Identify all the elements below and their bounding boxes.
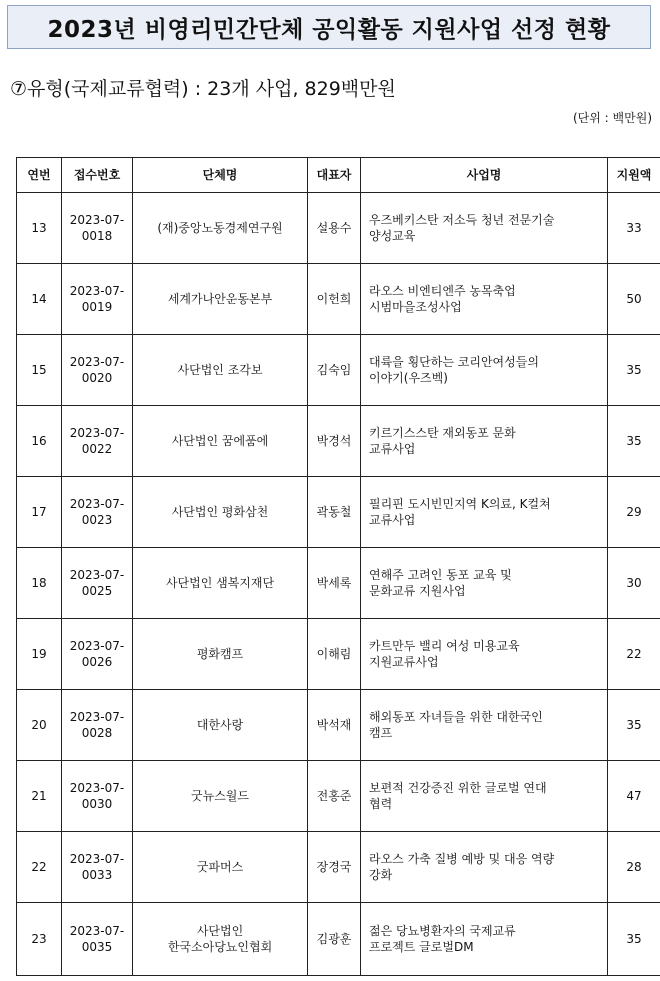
cell-organization: [133, 832, 308, 903]
header-organization: 단체명: [133, 158, 308, 193]
cell-text-org-1: 사단법인: [196, 924, 244, 938]
cell-representative: [308, 477, 361, 548]
cell-no: [17, 761, 62, 832]
header-amount: 지원액: [608, 158, 660, 193]
table-row: [17, 619, 660, 690]
cell-amount: [608, 406, 660, 477]
cell-text-receipt-1: 2023-07-: [69, 426, 125, 440]
cell-text-receipt-1: 2023-07-: [69, 497, 125, 511]
cell-text-amount: 22: [626, 647, 642, 661]
cell-organization: [133, 548, 308, 619]
cell-text-receipt-2: 0018: [81, 229, 113, 243]
cell-text-project-1: 카트만두 밸리 여성 미용교육: [369, 639, 520, 653]
cell-text-org-1: 사단법인 조각보: [177, 363, 263, 377]
cell-text-rep: 박세록: [316, 576, 352, 590]
cell-text-amount: 35: [626, 363, 642, 377]
cell-no: [17, 406, 62, 477]
cell-text-receipt-2: 0023: [81, 513, 113, 527]
cell-text-project-2: 문화교류 지원사업: [369, 584, 466, 598]
cell-amount: [608, 690, 660, 761]
cell-text-org-1: 굿뉴스월드: [191, 789, 249, 803]
cell-receipt: [62, 761, 133, 832]
cell-text-no: 16: [31, 434, 47, 448]
cell-text-org-1: 사단법인 평화삼천: [171, 505, 269, 519]
cell-representative: [308, 335, 361, 406]
cell-organization: [133, 761, 308, 832]
table-row: [17, 406, 660, 477]
cell-receipt: [62, 264, 133, 335]
cell-text-receipt-2: 0028: [81, 726, 113, 740]
cell-text-project-2: 강화: [369, 868, 393, 882]
cell-representative: [308, 690, 361, 761]
selection-table: [16, 157, 660, 976]
cell-no: [17, 193, 62, 264]
cell-text-project-1: 필리핀 도시빈민지역 K의료, K컬쳐: [369, 497, 551, 511]
cell-text-project-2: 시범마을조성사업: [369, 300, 462, 314]
cell-text-no: 20: [31, 718, 47, 732]
cell-text-project-1: 키르기스스탄 재외동포 문화: [369, 426, 516, 440]
cell-project: [361, 193, 608, 264]
cell-no: [17, 477, 62, 548]
cell-representative: [308, 761, 361, 832]
page-title: 2023년 비영리민간단체 공익활동 지원사업 선정 현황: [47, 16, 611, 43]
cell-representative: [308, 406, 361, 477]
cell-text-rep: 이헌희: [316, 292, 352, 306]
cell-text-receipt-2: 0030: [81, 797, 113, 811]
cell-receipt: [62, 903, 133, 976]
cell-amount: [608, 477, 660, 548]
cell-project: [361, 690, 608, 761]
cell-text-org-2: 한국소아당뇨인협회: [167, 940, 273, 954]
cell-representative: [308, 832, 361, 903]
cell-text-no: 18: [31, 576, 47, 590]
cell-organization: [133, 406, 308, 477]
cell-text-no: 15: [31, 363, 47, 377]
table-row: [17, 193, 660, 264]
cell-text-project-1: 라오스 가축 질병 예방 및 대응 역량: [369, 852, 555, 866]
cell-text-rep: 장경국: [316, 860, 352, 874]
cell-receipt: [62, 406, 133, 477]
cell-text-rep: 곽동철: [316, 505, 352, 519]
cell-text-project-1: 라오스 비엔티엔주 농목축업: [369, 284, 516, 298]
table-header-row: [17, 158, 660, 193]
cell-text-no: 22: [31, 860, 47, 874]
cell-text-amount: 50: [626, 292, 642, 306]
cell-text-rep: 이해림: [316, 647, 352, 661]
cell-text-no: 13: [31, 221, 47, 235]
cell-text-receipt-1: 2023-07-: [69, 639, 125, 653]
cell-text-receipt-1: 2023-07-: [69, 284, 125, 298]
cell-text-project-1: 우즈베키스탄 저소득 청년 전문기술: [369, 213, 555, 227]
cell-text-project-2: 지원교류사업: [369, 655, 439, 669]
cell-receipt: [62, 690, 133, 761]
cell-amount: [608, 761, 660, 832]
cell-text-rep: 박경석: [316, 434, 352, 448]
cell-text-receipt-1: 2023-07-: [69, 710, 125, 724]
unit-note: (단위 : 백만원): [573, 111, 652, 125]
cell-text-rep: 박석재: [316, 718, 352, 732]
cell-text-no: 23: [31, 932, 47, 946]
cell-no: [17, 335, 62, 406]
cell-text-project-1: 해외동포 자녀들을 위한 대한국인: [369, 710, 543, 724]
table-row: [17, 690, 660, 761]
cell-amount: [608, 193, 660, 264]
cell-text-receipt-1: 2023-07-: [69, 924, 125, 938]
cell-text-project-2: 양성교육: [369, 229, 416, 243]
cell-text-receipt-2: 0020: [81, 371, 113, 385]
cell-text-project-2: 캠프: [369, 726, 393, 740]
cell-amount: [608, 832, 660, 903]
cell-text-org-1: 평화캠프: [196, 647, 244, 661]
cell-receipt: [62, 335, 133, 406]
cell-no: [17, 690, 62, 761]
cell-representative: [308, 548, 361, 619]
cell-organization: [133, 335, 308, 406]
header-project: 사업명: [361, 158, 608, 193]
cell-text-org-1: (재)중앙노동경제연구원: [157, 221, 283, 235]
cell-amount: [608, 264, 660, 335]
cell-text-project-2: 교류사업: [369, 513, 416, 527]
header-no: 연번: [17, 158, 62, 193]
cell-receipt: [62, 619, 133, 690]
table-row: [17, 903, 660, 976]
cell-text-receipt-2: 0025: [81, 584, 113, 598]
cell-text-amount: 29: [626, 505, 642, 519]
cell-text-project-1: 연해주 고려인 동포 교육 및: [369, 568, 512, 582]
cell-text-amount: 35: [626, 718, 642, 732]
header-representative: 대표자: [308, 158, 361, 193]
cell-text-no: 17: [31, 505, 47, 519]
cell-text-org-1: 사단법인 샘복지재단: [165, 576, 275, 590]
cell-no: [17, 264, 62, 335]
cell-text-amount: 35: [626, 434, 642, 448]
cell-text-rep: 김광훈: [316, 932, 352, 946]
cell-text-amount: 30: [626, 576, 642, 590]
cell-representative: [308, 193, 361, 264]
cell-text-org-1: 굿파머스: [196, 860, 244, 874]
cell-project: [361, 477, 608, 548]
cell-no: [17, 903, 62, 976]
cell-project: [361, 406, 608, 477]
cell-organization: [133, 264, 308, 335]
table-row: [17, 477, 660, 548]
cell-text-project-1: 젊은 당뇨병환자의 국제교류: [369, 924, 516, 938]
cell-no: [17, 832, 62, 903]
cell-text-rep: 설용수: [316, 221, 352, 235]
cell-amount: [608, 619, 660, 690]
cell-organization: [133, 619, 308, 690]
cell-text-project-1: 대륙을 횡단하는 코리안여성들의: [369, 355, 539, 369]
cell-text-project-2: 협력: [369, 797, 393, 811]
cell-text-rep: 김숙임: [316, 363, 352, 377]
cell-amount: [608, 548, 660, 619]
cell-organization: [133, 193, 308, 264]
cell-project: [361, 548, 608, 619]
table-row: [17, 548, 660, 619]
cell-text-receipt-1: 2023-07-: [69, 852, 125, 866]
table-row: [17, 264, 660, 335]
cell-text-amount: 35: [626, 932, 642, 946]
cell-receipt: [62, 832, 133, 903]
cell-no: [17, 619, 62, 690]
cell-text-amount: 28: [626, 860, 642, 874]
cell-receipt: [62, 477, 133, 548]
cell-representative: [308, 264, 361, 335]
cell-amount: [608, 335, 660, 406]
cell-text-receipt-2: 0035: [81, 940, 113, 954]
cell-text-no: 21: [31, 789, 47, 803]
cell-project: [361, 761, 608, 832]
cell-project: [361, 335, 608, 406]
cell-text-receipt-2: 0019: [81, 300, 113, 314]
cell-organization: [133, 903, 308, 976]
cell-organization: [133, 690, 308, 761]
table-row: [17, 832, 660, 903]
cell-text-receipt-2: 0022: [81, 442, 113, 456]
cell-text-amount: 33: [626, 221, 642, 235]
cell-text-org-1: 세계가나안운동본부: [167, 292, 273, 306]
cell-project: [361, 619, 608, 690]
header-receipt: 접수번호: [62, 158, 133, 193]
cell-text-receipt-1: 2023-07-: [69, 355, 125, 369]
cell-project: [361, 903, 608, 976]
cell-text-receipt-2: 0026: [81, 655, 113, 669]
table-row: [17, 335, 660, 406]
cell-text-receipt-1: 2023-07-: [69, 781, 125, 795]
cell-representative: [308, 903, 361, 976]
page-title-box: [7, 5, 651, 49]
cell-text-receipt-1: 2023-07-: [69, 213, 125, 227]
cell-organization: [133, 477, 308, 548]
cell-no: [17, 548, 62, 619]
cell-text-receipt-2: 0033: [81, 868, 113, 882]
cell-text-project-2: 교류사업: [369, 442, 416, 456]
cell-text-amount: 47: [626, 789, 642, 803]
cell-text-no: 19: [31, 647, 47, 661]
cell-text-rep: 전홍준: [316, 789, 352, 803]
cell-text-no: 14: [31, 292, 47, 306]
cell-receipt: [62, 193, 133, 264]
cell-representative: [308, 619, 361, 690]
cell-text-project-2: 프로젝트 글로벌DM: [369, 940, 474, 954]
table-row: [17, 761, 660, 832]
cell-text-receipt-1: 2023-07-: [69, 568, 125, 582]
cell-text-project-2: 이야기(우즈벡): [369, 371, 448, 385]
cell-receipt: [62, 548, 133, 619]
cell-project: [361, 264, 608, 335]
cell-amount: [608, 903, 660, 976]
cell-text-project-1: 보편적 건강증진 위한 글로벌 연대: [369, 781, 547, 795]
cell-text-org-1: 대한사랑: [196, 718, 244, 732]
cell-text-org-1: 사단법인 꿈에품에: [171, 434, 269, 448]
cell-project: [361, 832, 608, 903]
category-subtitle: ⑦유형(국제교류협력) : 23개 사업, 829백만원: [10, 78, 396, 100]
